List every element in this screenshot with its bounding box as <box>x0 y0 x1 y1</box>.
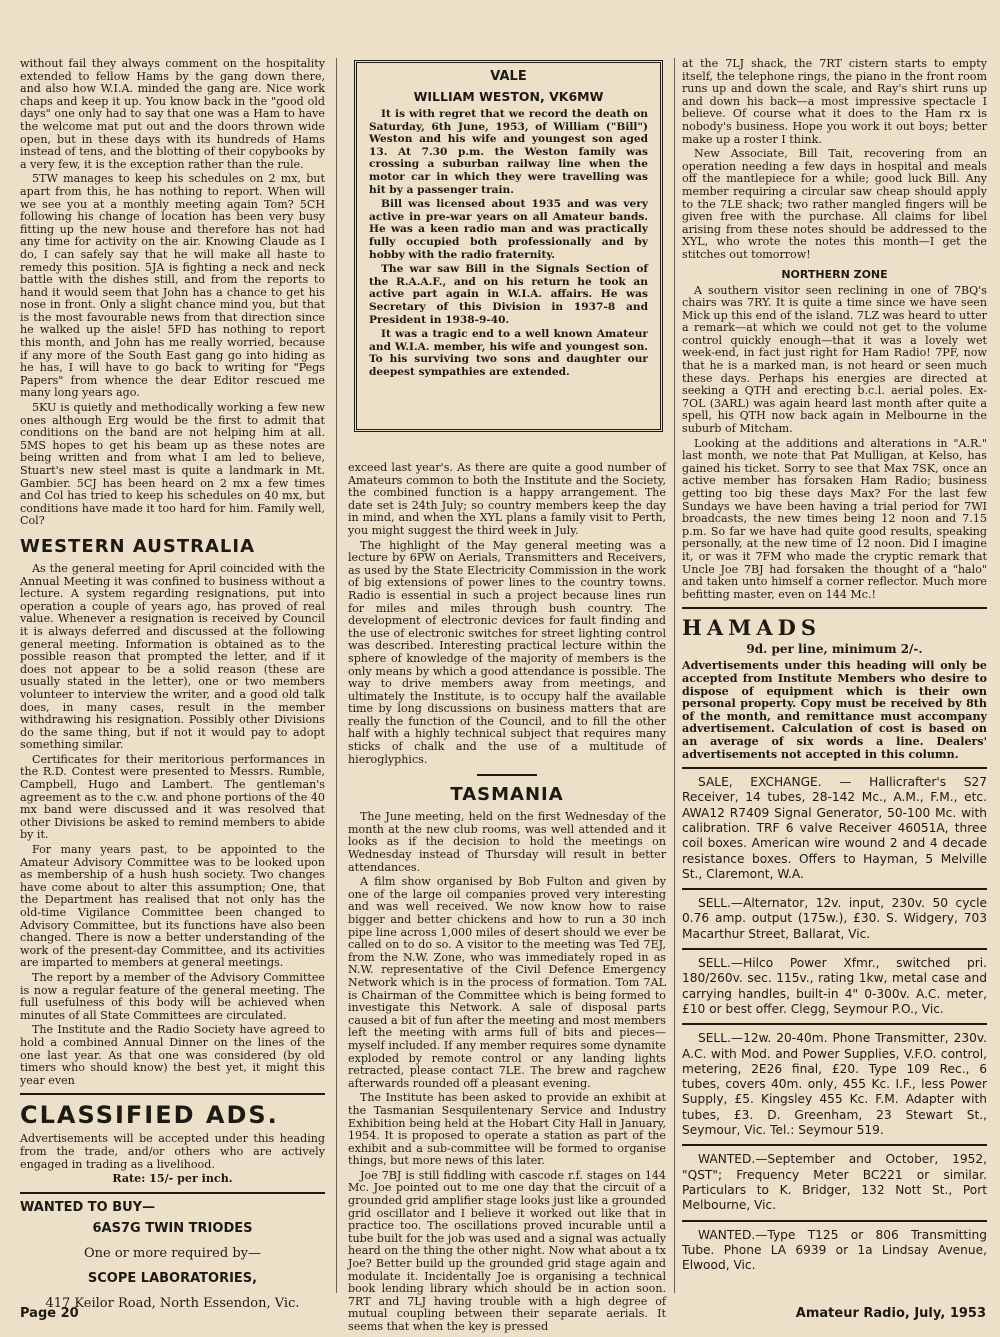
journal-footer: Amateur Radio, July, 1953 <box>795 1306 986 1321</box>
wanted-line: One or more required by— <box>83 1245 261 1261</box>
classified-ad <box>682 1220 987 1280</box>
paragraph: 5KU is quietly and methodically working a few new ones although Erg would be the first to admit that conditions on the band are not helping him at all. 5MS hopes to get his beam up as these notes are being written and from what I am led to believe, Stuart's new steel mast is quite a landmark in Mt. Gambier. 5CJ has been heard on 2 mx a few times and Col has tried to keep his schedules on 40 mx, but conditions have made it too hard for him. Family well, Col? <box>20 401 325 528</box>
vale-title: VALE <box>490 69 527 84</box>
hamads-rate: 9d. per line, minimum 2/-. <box>746 642 923 657</box>
section-heading-northern-zone: NORTHERN ZONE <box>781 267 888 281</box>
paragraph: It is with regret that we record the death on Saturday, 6th June, 1953, of William ("Bill") Weston and his wife and youngest son aged 13. At 7.30 p.m. the Weston family was crossing a suburban railway line when the motor car in which they were travelling was hit by a passenger train. <box>369 108 648 196</box>
column-divider <box>336 58 337 1293</box>
column-middle <box>348 462 666 1336</box>
hamads-intro: Advertisements under this heading will only be accepted from Institute Members who desire to dispose of equipment which is their own personal property. Copy must be received by 8th of the month, and remittance must accompany advertisement. Calculation of cost is based on an average of six words a line. Dealers' advertisements not accepted in this column. <box>682 659 987 761</box>
paragraph: It was a tragic end to a well known Amateur and W.I.A. member, his wife and youngest son. To his surviving two sons and daughter our deepest sympathies are extended. <box>369 328 648 378</box>
ad-text: WANTED.—Type T125 or 806 Transmitting Tube. Phone LA 6939 or 1a Lindsay Avenue, Elwood, Vic. <box>682 1227 987 1273</box>
paragraph: The Institute has been asked to provide an exhibit at the Tasmanian Sesquilentenary Service and Industry Exhibition being held at the Hobart City Hall in January, 1954. It is proposed to operate a station as part of the exhibit and a sub-committee will be formed to organise things, but more news of this later. <box>348 1091 666 1168</box>
section-heading-western-australia: WESTERN AUSTRALIA <box>20 535 256 557</box>
divider <box>20 1192 325 1194</box>
paragraph: For many years past, to be appointed to the Amateur Advisory Committee was to be looked upon as membership of a hush hush society. Two changes have come about to alter this assumption; One, that the Department has realised that not only has the old-time Vigilance Committee been changed to Advisory Committee, but its functions have also been changed. There is now a better understanding of the work of the present-day Committee, and its activities are imparted to members at general meetings. <box>20 843 325 970</box>
column-left <box>20 58 325 1321</box>
paragraph: A southern visitor seen reclining in one of 7BQ's chairs was 7RY. It is quite a time since we have seen Mick up this end of the island. 7LZ was heard to utter a remark—at which we could not get to the volume control quickly enough—that it was a lovely wet week-end, in fact just right for Ham Radio! 7PF, now that he is a marked man, is not heard or seen much these days. Perhaps his energies are directed at seeking a QTH and erecting b.c.l. aerial poles. Ex-7OL (3ARL) was again heard last month after quite a spell, his QTH now back again in Melbourne in the suburb of Mitcham. <box>682 283 987 436</box>
paragraph: Bill was licensed about 1935 and was very active in pre-war years on all Amateur bands. He was a keen radio man and was practically fully occupied both professionally and by hobby with the radio fraternity. <box>369 198 648 261</box>
classified-ad <box>682 888 987 948</box>
classified-ad <box>682 948 987 1023</box>
wanted-item: 6AS7G TWIN TRIODES <box>92 1220 253 1236</box>
paragraph: at the 7LJ shack, the 7RT cistern starts to empty itself, the telephone rings, the piano in the front room runs up and down the scale, and Ray's shirt runs up and down his back—a most impressive spectacle I believe. Of course what it does to the Ham rx is nobody's business. Hope you work it out boys; better make up a roster I think. <box>682 57 987 146</box>
paragraph: As the general meeting for April coincided with the Annual Meeting it was confined to business without a lecture. A system regarding resignations, put into operation a couple of years ago, has proved of real value. Whenever a resignation is received by Council it is always deferred and discussed at the following general meeting. Information is obtained as to the possible reason that prompted the letter, and if it does not appear to be a solid reason (these are usually stated in the letter), one or two members volunteer to interview the writer, and a good old talk does, in many cases, result in the member withdrawing his resignation. Possibly other Divisions do the same thing, but if not it would pay to adopt something similar. <box>20 561 325 752</box>
vale-notice-box <box>354 60 663 432</box>
column-right <box>682 58 987 1279</box>
paragraph: A film show organised by Bob Fulton and given by one of the large oil companies proved very interesting and was well received. We now know how to raise bigger and better chickens and how to run a 30 inch pipe line across 1,000 miles of desert should we ever be called on to do so. A visitor to the meeting was Ted 7EJ, from the N.W. Zone, who was immediately roped in as N.W. representative of the Civil Defence Emergency Network which is in the process of formation. Tom 7AL is Chairman of the Committee which is being formed to investigate this Network. A sale of disposal parts caused a bit of fun after the meeting and most members left the meeting with arms full of bits and pieces—myself included. If any member requires some dynamite exploded by remote control or any landing lights retracted, please contact 7LE. The brew and ragchew afterwards rounded off a pleasant evening. <box>348 875 666 1090</box>
wanted-address: 417 Keilor Road, North Essendon, Vic. <box>45 1295 300 1311</box>
section-heading-tasmania: TASMANIA <box>450 784 564 806</box>
classified-ad <box>682 1144 987 1219</box>
classified-rate: Rate: 15/- per inch. <box>112 1172 233 1186</box>
divider <box>20 1093 325 1095</box>
ad-text: SALE, EXCHANGE. — Hallicrafter's S27 Receiver, 14 tubes, 28-142 Mc., A.M., F.M., etc. AWA12 R7409 Signal Generator, 50-100 Mc. with calibration. TRF 6 valve Receiver 46051A, three coil boxes. American wire wound 2 and 4 decade resistance boxes. Offers to Hayman, 5 Melville St., Claremont, W.A. <box>682 775 987 881</box>
wanted-to-buy-heading: WANTED TO BUY— <box>20 1199 156 1215</box>
paragraph: The report by a member of the Advisory Committee is now a regular feature of the general meeting. The full usefulness of this body will be achieved when minutes of all State Committees are circulated. <box>20 970 325 1022</box>
ad-text: SELL.—Alternator, 12v. input, 230v. 50 cycle 0.76 amp. output (175w.), £30. S. Widgery, 703 Macarthur Street, Ballarat, Vic. <box>682 896 987 941</box>
paragraph: The Institute and the Radio Society have agreed to hold a combined Annual Dinner on the lines of the one last year. As that one was considered (by old timers who should know) the best yet, it might this year even <box>20 1023 325 1087</box>
divider <box>477 774 537 776</box>
page-number: Page 20 <box>20 1306 79 1321</box>
paragraph: without fail they always comment on the hospitality extended to fellow Hams by the gang down there, and also how W.I.A. minded the gang are. Nice work chaps and keep it up. You know back in the "good old days" one only had to say that one was a Ham to have the welcome mat put out and the doors thrown wide open, but in these days with its hundreds of Hams instead of tens, and the blotting of their copybooks by a very few, it is the exception rather than the rule. <box>20 57 325 171</box>
wanted-company: SCOPE LABORATORIES, <box>87 1270 258 1286</box>
classified-ads-heading: CLASSIFIED ADS. <box>20 1101 279 1130</box>
paragraph: Certificates for their meritorious performances in the R.D. Contest were presented to Messrs. Rumble, Campbell, Hugo and Lambert. The gentleman's agreement as to the c.w. and phone portions of the 40 mx band were discussed and it was resolved that other Divisions be asked to remind members to abide by it. <box>20 752 325 842</box>
paragraph: The June meeting, held on the first Wednesday of the month at the new club rooms, was well attended and it looks as if the decision to hold the meetings on Wednesday instead of Thursday will result in better attendances. <box>348 810 666 874</box>
vale-name: WILLIAM WESTON, VK6MW <box>413 89 604 104</box>
classified-intro: Advertisements will be accepted under this heading from the trade, and/or others who are actively engaged in trading as a livelihood. <box>20 1132 325 1171</box>
ad-text: WANTED.—September and October, 1952, "QST"; Frequency Meter BC221 or similar. Particulars to K. Bridger, 132 Nott St., Port Melbourne, Vic. <box>682 1152 987 1213</box>
paragraph: 5TW manages to keep his schedules on 2 mx, but apart from this, he has nothing to report. When will we see you at a monthly meeting again Tom? 5CH following his change of location has been very busy fitting up the new house and therefore has not had any time for activity on the air. Knowing Claude as I do, I can safely say that he will make all haste to remedy this position. 5JA is fighting a neck and neck battle with the dishes still, and from the reports to hand it would seem that John has a chance to get his nose in front. Only a slight chance mind you, but that is the most favourable news from that direction since he walked up the aisle! 5FD has nothing to report this month, and John has me really worried, because if any more of the South East gang go into hiding as he has, I will have to go back to writing for "Pegs Papers" from whence the dear Editor rescued me many long years ago. <box>20 172 325 400</box>
column-divider <box>674 58 675 1293</box>
paragraph: Looking at the additions and alterations in "A.R." last month, we note that Pat Mulligan, at Kelso, has gained his ticket. Sorry to see that Max 7SK, once an active member has forsaken Ham Radio; business getting too big these days Max? For the last few Sundays we have been having a trial period for 7WI broadcasts, the new times being 12 noon and 7.15 p.m. So far we have had quite good results, speaking personally, at the new time of 12 noon. Did I imagine it, or was it 7FM who made the cryptic remark that Uncle Joe 7BJ had forsaken the thought of a "halo" and taken unto himself a corner reflector. Much more befitting master, even on 144 Mc.! <box>682 436 987 601</box>
paragraph: New Associate, Bill Tait, recovering from an operation needing a few days in hospital and meals off the mantlepiece for a while; good luck Bill. Any member requiring a circular saw cheap should apply to the 7LE shack; two rather mangled fingers will be given free with the purchase. All claims for libel arising from these notes should be addressed to the XYL, who wrote the notes this month—I get the stitches out tomorrow! <box>682 147 987 261</box>
hamads-heading: HAMADS <box>682 615 822 641</box>
paragraph: The war saw Bill in the Signals Section of the R.A.A.F., and on his return he took an active part again in W.I.A. affairs. He was Secretary of this Division in 1937-8 and President in 1938-9-40. <box>369 263 648 326</box>
paragraph: Joe 7BJ is still fiddling with cascode r.f. stages on 144 Mc. Joe pointed out to me one day that the circuit of a grounded grid amplifier stage looks just like a grounded grid oscillator and I believe it worked out like that in practice too. The oscillations proved incurable until a tube built for the job was used and a signal was actually heard on the thing the other night. Now what about a tx Joe? Better build up the grounded grid stage again and modulate it. Incidentally Joe is organising a technical book lending library which should be in action soon. 7RT and 7LJ having trouble with a high degree of mutual coupling between their separate aerials. It seems that when the key is pressed <box>348 1168 666 1333</box>
classified-ad <box>682 1023 987 1144</box>
paragraph: exceed last year's. As there are quite a good number of Amateurs common to both the Institute and the Society, the combined function is a happy arrangement. The date set is 24th July; so country members keep the day in mind, and when the XYL plans a family visit to Perth, you might suggest the third week in July. <box>348 461 666 537</box>
classified-ad <box>682 767 987 888</box>
ad-text: SELL.—Hilco Power Xfmr., switched pri. 180/260v. sec. 115v., rating 1kw, metal case and carrying handles, built-in 4" 0-300v. A.C. meter, £10 or best offer. Clegg, Seymour P.O., Vic. <box>682 956 987 1016</box>
ad-text: SELL.—12w. 20-40m. Phone Transmitter, 230v. A.C. with Mod. and Power Supplies, V.F.O. control, metering, 2E26 final, £20. Type 109 Rec., 6 tubes, covers 40m. only, 455 Kc. I.F., less Power Supply, £5. Kingsley 455 Kc. F.M. Adapter with tubes, £3. D. Greenham, 23 Stewart St., Seymour, Vic. Tel.: Seymour 519. <box>682 1031 987 1138</box>
divider <box>682 607 987 609</box>
paragraph: The highlight of the May general meeting was a lecture by 6PW on Aerials, Transmitters and Receivers, as used by the State Electricity Commission in the work of big extensions of power lines to the country towns. Radio is essential in such a project because lines run for miles and miles through bush country. The development of electronic devices for fault finding and the use of electronic switches for street lighting control was described. Interesting practical lecture within the sphere of knowledge of the majority of members is the only means by which a good attendance is possible. The way to drive members away from meetings, and ultimately the Institute, is to occupy half the available time by long discussions on business matters that are really the function of the Council, and to fill the other half with a highly technical subject that requires many sticks of chalk and the use of a multitude of hieroglyphics. <box>348 538 666 766</box>
